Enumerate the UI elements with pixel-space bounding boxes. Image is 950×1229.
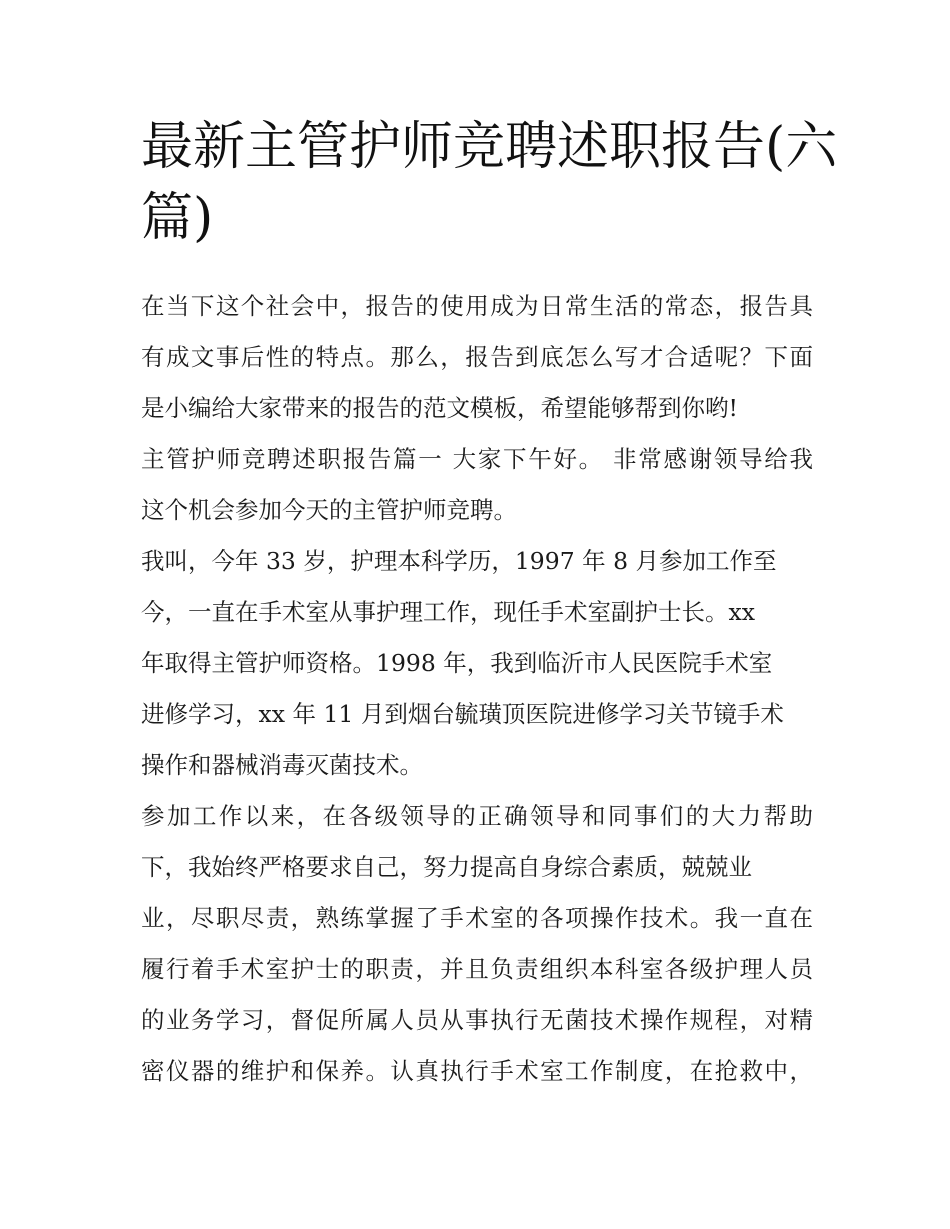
text-line: 密仪器的维护和保养。认真执行手术室工作制度，在抢救中， — [141, 1057, 813, 1085]
text-line: 是小编给大家带来的报告的范文模板，希望能够帮到你哟! — [141, 394, 738, 422]
text-line: 操作和器械消毒灭菌技术。 — [141, 751, 423, 779]
document-title — [141, 112, 838, 254]
document-body — [141, 281, 813, 1097]
text-line: 业，尽职尽责，熟练掌握了手术室的各项操作技术。我一直在 — [141, 904, 813, 932]
text-line: 今，一直在手术室从事护理工作，现任手术室副护士长。xx — [141, 598, 756, 626]
text-line: 在当下这个社会中，报告的使用成为日常生活的常态，报告具 — [141, 292, 813, 320]
text-line: 的业务学习，督促所属人员从事执行无菌技术操作规程，对精 — [141, 1006, 813, 1034]
text-line: 履行着手术室护士的职责，并且负责组织本科室各级护理人员 — [141, 955, 813, 983]
text-line: 下，我始终严格要求自己，努力提高自身综合素质，兢兢业 — [141, 853, 752, 881]
text-line: 进修学习，xx 年 11 月到烟台毓璜顶医院进修学习关节镜手术 — [141, 700, 784, 728]
text-line: 主管护师竞聘述职报告篇一 大家下午好。 非常感谢领导给我 — [141, 445, 813, 473]
text-line: 我叫，今年 33 岁，护理本科学历，1997 年 8 月参加工作至 — [141, 547, 777, 575]
text-line: 参加工作以来，在各级领导的正确领导和同事们的大力帮助 — [141, 802, 813, 830]
text-line: 年取得主管护师资格。1998 年，我到临沂市人民医院手术室 — [141, 649, 773, 677]
title-line: 最新主管护师竞聘述职报告(六 — [141, 117, 838, 177]
title-line: 篇) — [141, 188, 214, 248]
document-page — [141, 112, 838, 1097]
text-line: 有成文事后性的特点。那么，报告到底怎么写才合适呢？下面 — [141, 343, 813, 371]
text-line: 这个机会参加今天的主管护师竞聘。 — [141, 496, 517, 524]
